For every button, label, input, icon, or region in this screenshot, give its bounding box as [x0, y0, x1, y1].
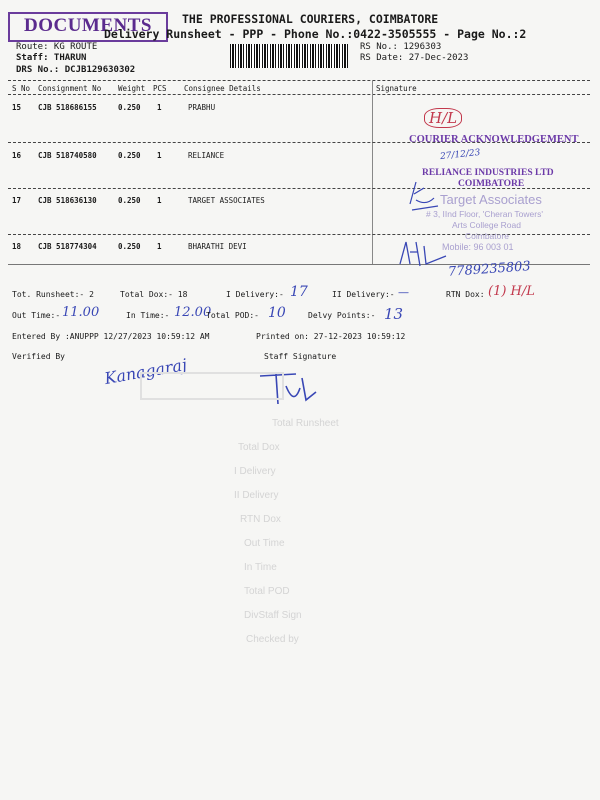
- ii-delivery-label: II Delivery:-: [332, 290, 395, 299]
- row-17-consignee: TARGET ASSOCIATES: [188, 196, 265, 205]
- row-15-weight: 0.250: [118, 103, 141, 112]
- row-17-sno: 17: [12, 196, 22, 205]
- barcode: [230, 44, 348, 68]
- row-15-consignee: PRABHU: [188, 103, 216, 112]
- printed-on: Printed on: 27-12-2023 10:59:12: [256, 332, 406, 341]
- row-16-consignee: RELIANCE: [188, 151, 225, 160]
- table-top-rule: [8, 80, 590, 81]
- date-handwriting: 27/12/23: [439, 147, 481, 163]
- col-pcs: PCS: [153, 84, 167, 93]
- route-label: Route: KG ROUTE: [16, 42, 98, 52]
- courier-ack-stamp: COURIER ACKNOWLEDGEMENT: [409, 134, 579, 145]
- row-16-consignment: CJB 518740580: [38, 151, 97, 160]
- out-time-value: 11.00: [62, 305, 100, 320]
- delvy-points-label: Delvy Points:-: [308, 311, 376, 320]
- row-17-weight: 0.250: [118, 196, 141, 205]
- target-stamp-mobile: Mobile: 96 003 01: [442, 242, 514, 252]
- tot-runsheet: Tot. Runsheet:- 2: [12, 290, 94, 299]
- verified-by-signature: Kanagaraj: [102, 354, 189, 389]
- row-15-consignment: CJB 518686155: [38, 103, 97, 112]
- ghost-line-8: Total POD: [244, 586, 290, 597]
- row-17-consignment: CJB 518636130: [38, 196, 97, 205]
- hl-handwriting: H/L: [424, 108, 462, 128]
- target-stamp-line2: Arts College Road: [452, 220, 521, 230]
- col-consignee: Consignee Details: [184, 84, 261, 93]
- company-title: THE PROFESSIONAL COURIERS, COIMBATORE: [182, 12, 439, 26]
- total-dox: Total Dox:- 18: [120, 290, 188, 299]
- rs-number: RS No.: 1296303: [360, 42, 442, 52]
- total-pod-label: Total POD:-: [206, 311, 259, 320]
- staff-signature-label: Staff Signature: [264, 352, 337, 361]
- row-18-pcs: 1: [157, 242, 162, 251]
- delvy-points-value: 13: [384, 305, 404, 323]
- row-15-pcs: 1: [157, 103, 162, 112]
- row-18-consignment: CJB 518774304: [38, 242, 97, 251]
- col-consignment: Consignment No: [38, 84, 102, 93]
- target-associates-stamp: Target Associates: [440, 192, 542, 207]
- runsheet-subtitle: Delivery Runsheet - PPP - Phone No.:0422-3505555 - Page No.:2: [104, 27, 527, 41]
- row-16-pcs: 1: [157, 151, 162, 160]
- row-16-weight: 0.250: [118, 151, 141, 160]
- col-sno: S No: [12, 84, 31, 93]
- reliance-stamp-line1: RELIANCE INDUSTRIES LTD: [422, 168, 554, 178]
- row-16-sno: 16: [12, 151, 22, 160]
- signature-column-divider: [372, 80, 373, 264]
- ii-delivery-value: —: [398, 286, 409, 299]
- ghost-line-7: In Time: [244, 562, 277, 573]
- ghost-line-9: DivStaff Sign: [244, 610, 302, 621]
- out-time-label: Out Time:-: [12, 311, 61, 320]
- col-signature: Signature: [376, 84, 417, 93]
- ghost-line-5: RTN Dox: [240, 514, 281, 525]
- ghost-line-6: Out Time: [244, 538, 285, 549]
- documents-stamp: DOCUMENTS: [8, 12, 168, 42]
- row-18-sno: 18: [12, 242, 22, 251]
- i-delivery-label: I Delivery:-: [226, 290, 284, 299]
- row-18-consignee: BHARATHI DEVI: [188, 242, 247, 251]
- ghost-line-2: Total Dox: [238, 442, 280, 453]
- phone-handwriting: 7789235803: [447, 259, 532, 280]
- in-time-value: 12.00: [174, 305, 212, 320]
- i-delivery-value: 17: [290, 284, 308, 300]
- col-weight: Weight: [118, 84, 146, 93]
- target-stamp-line3: Coimbatore: [465, 231, 509, 241]
- ghost-line-3: I Delivery: [234, 466, 276, 477]
- rtn-dox-label: RTN Dox:: [446, 290, 485, 299]
- delivery-signature-mark: [404, 176, 444, 216]
- ghost-line-10: Checked by: [246, 634, 299, 645]
- entered-by: Entered By :ANUPPP 12/27/2023 10:59:12 AM: [12, 332, 210, 341]
- rtn-dox-value: (1) H/L: [488, 284, 535, 299]
- table-header-rule: [8, 94, 590, 95]
- reliance-stamp-line2: COIMBATORE: [458, 179, 525, 189]
- ghost-stamp-box: [140, 372, 284, 400]
- row-18-weight: 0.250: [118, 242, 141, 251]
- staff-label: Staff: THARUN: [16, 53, 87, 63]
- drs-number: DRS No.: DCJB129630302: [16, 65, 136, 75]
- in-time-label: In Time:-: [126, 311, 170, 320]
- total-pod-value: 10: [268, 305, 286, 321]
- rs-date: RS Date: 27-Dec-2023: [360, 53, 469, 63]
- row-15-sno: 15: [12, 103, 22, 112]
- row-17-pcs: 1: [157, 196, 162, 205]
- target-stamp-line1: # 3, IInd Floor, 'Cheran Towers': [426, 209, 543, 219]
- ghost-line-4: II Delivery: [234, 490, 279, 501]
- verified-by-label: Verified By: [12, 352, 65, 361]
- ghost-line-1: Total Runsheet: [272, 418, 339, 429]
